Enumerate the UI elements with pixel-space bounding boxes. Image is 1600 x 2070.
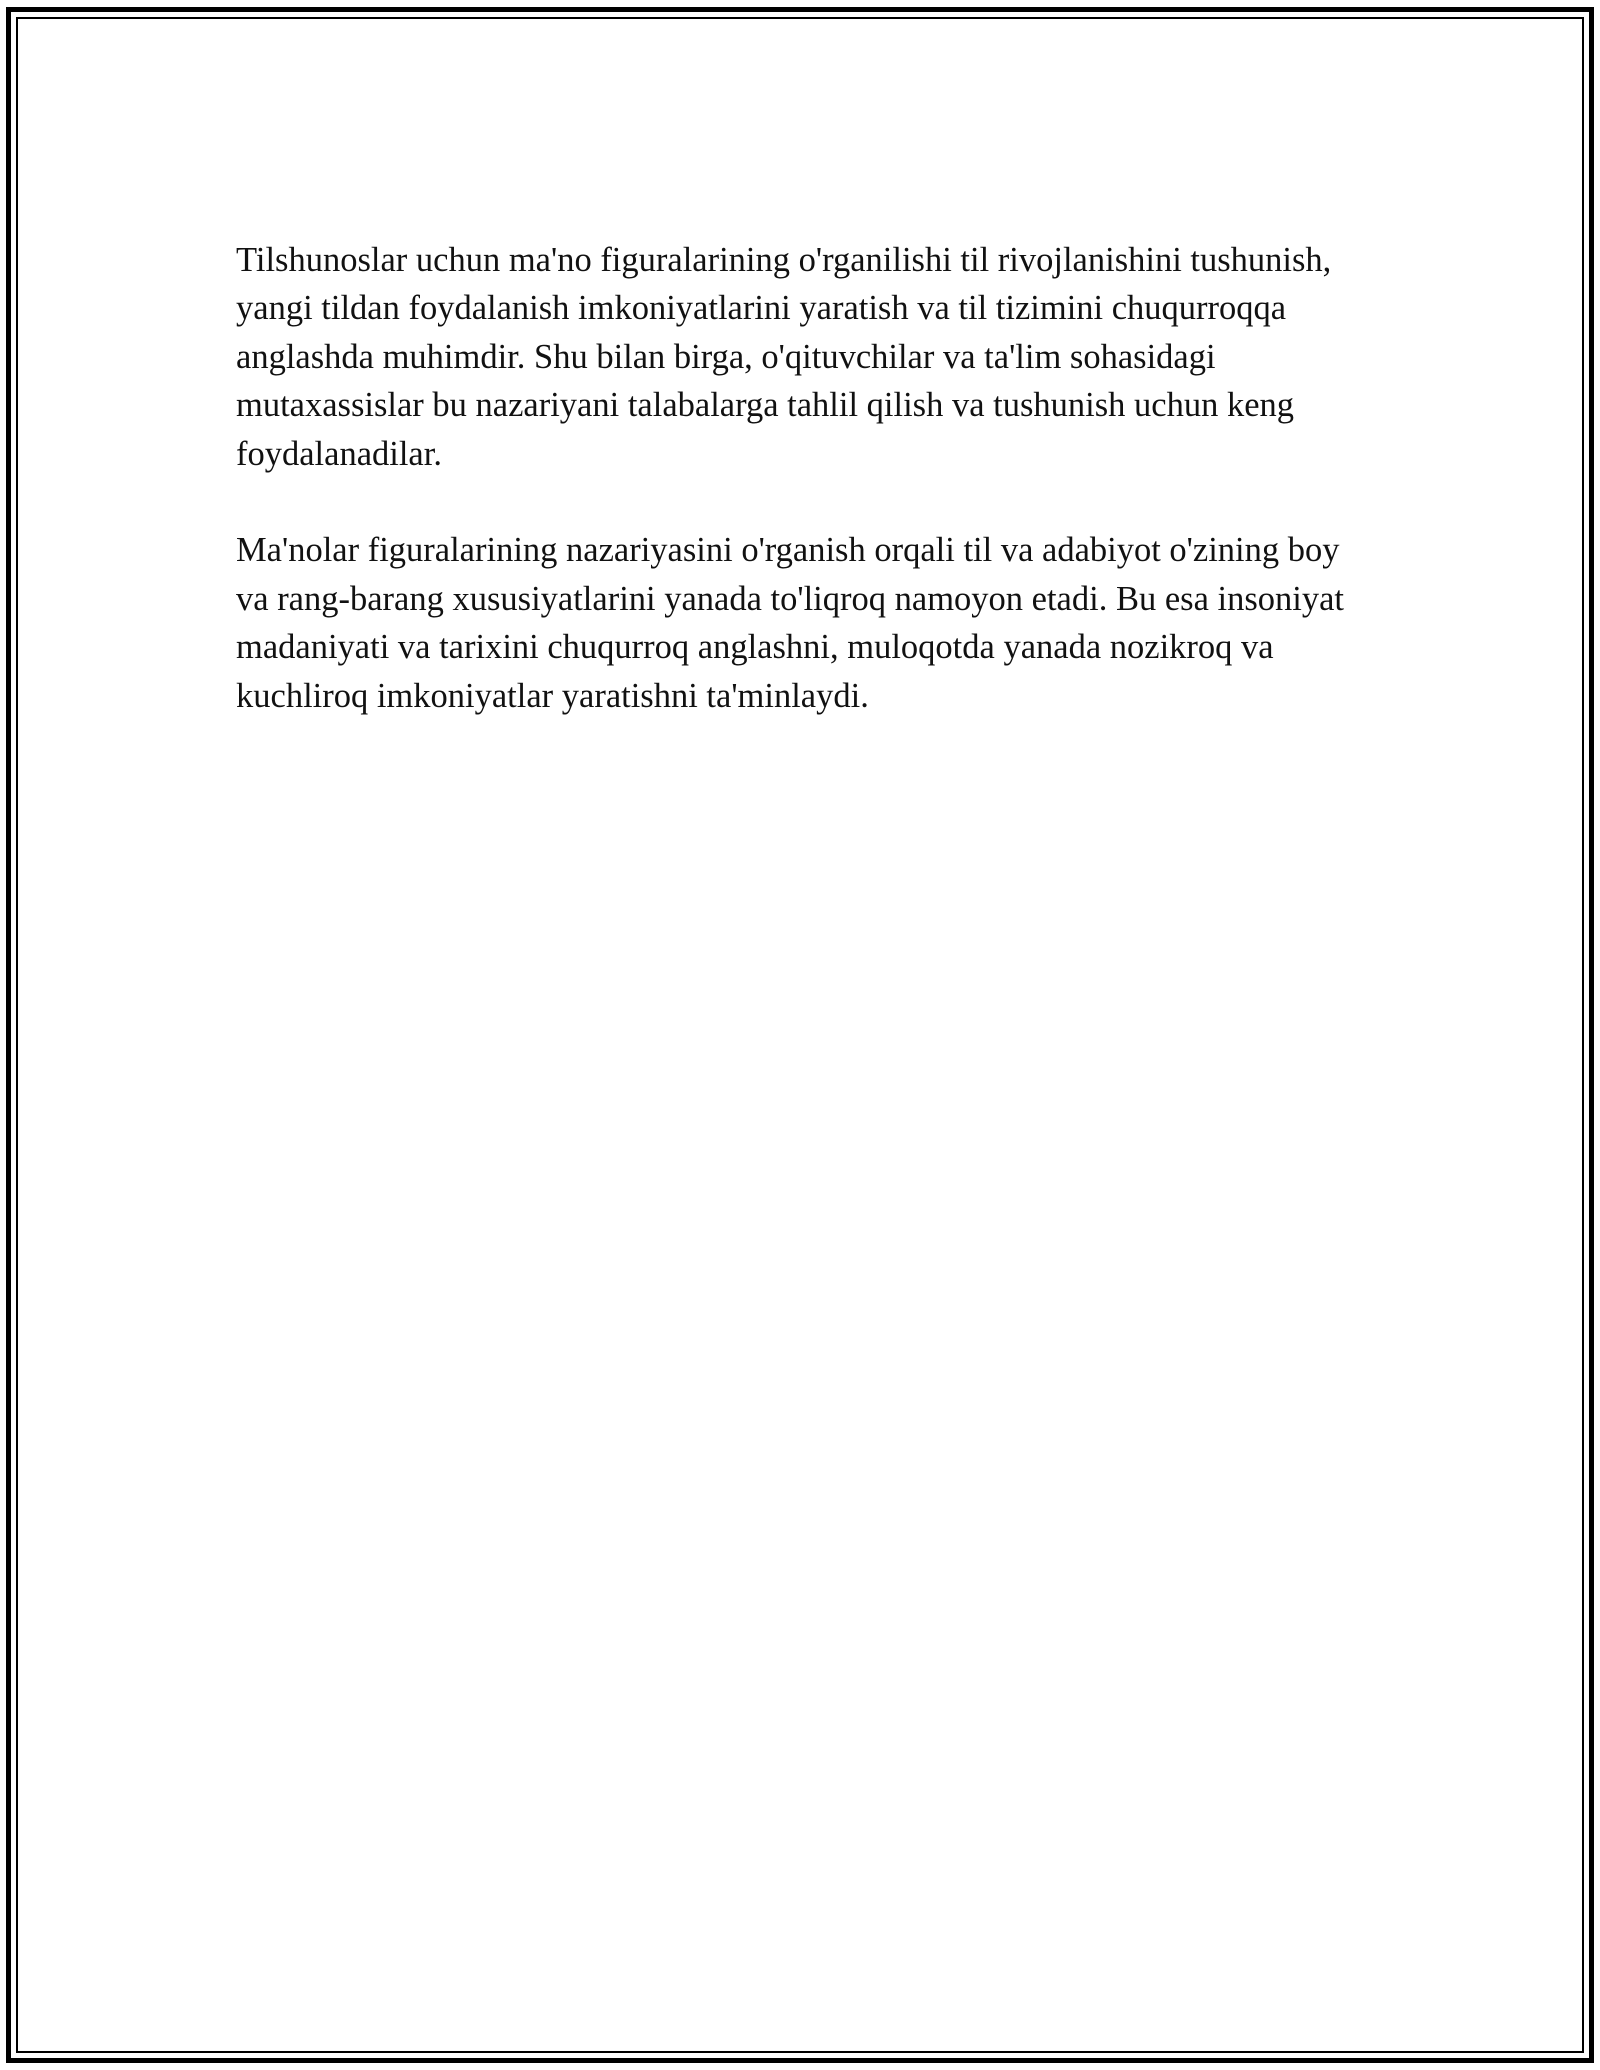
- document-body: [236, 236, 1366, 768]
- paragraph: Tilshunoslar uchun ma'no figuralarining o'rganilishi til rivojlanishini tushunish, yangi tildan foydalanish imkoniyatlarini yaratish va til tizimini chuqurroqqa anglashda muhimdir. Shu bilan birga, o'qituvchilar va ta'lim sohasidagi mutaxassislar bu nazariyani talabalarga tahlil qilish va tushunish uchun keng foydalanadilar.: [236, 241, 1332, 473]
- paragraph: Ma'nolar figuralarining nazariyasini o'rganish orqali til va adabiyot o'zining boy va rang-barang xususiyatlarini yanada to'liqroq namoyon etadi. Bu esa insoniyat madaniyati va tarixini chuqurroq anglashni, muloqotda yanada nozikroq va kuchliroq imkoniyatlar yaratishni ta'minlaydi.: [236, 531, 1345, 715]
